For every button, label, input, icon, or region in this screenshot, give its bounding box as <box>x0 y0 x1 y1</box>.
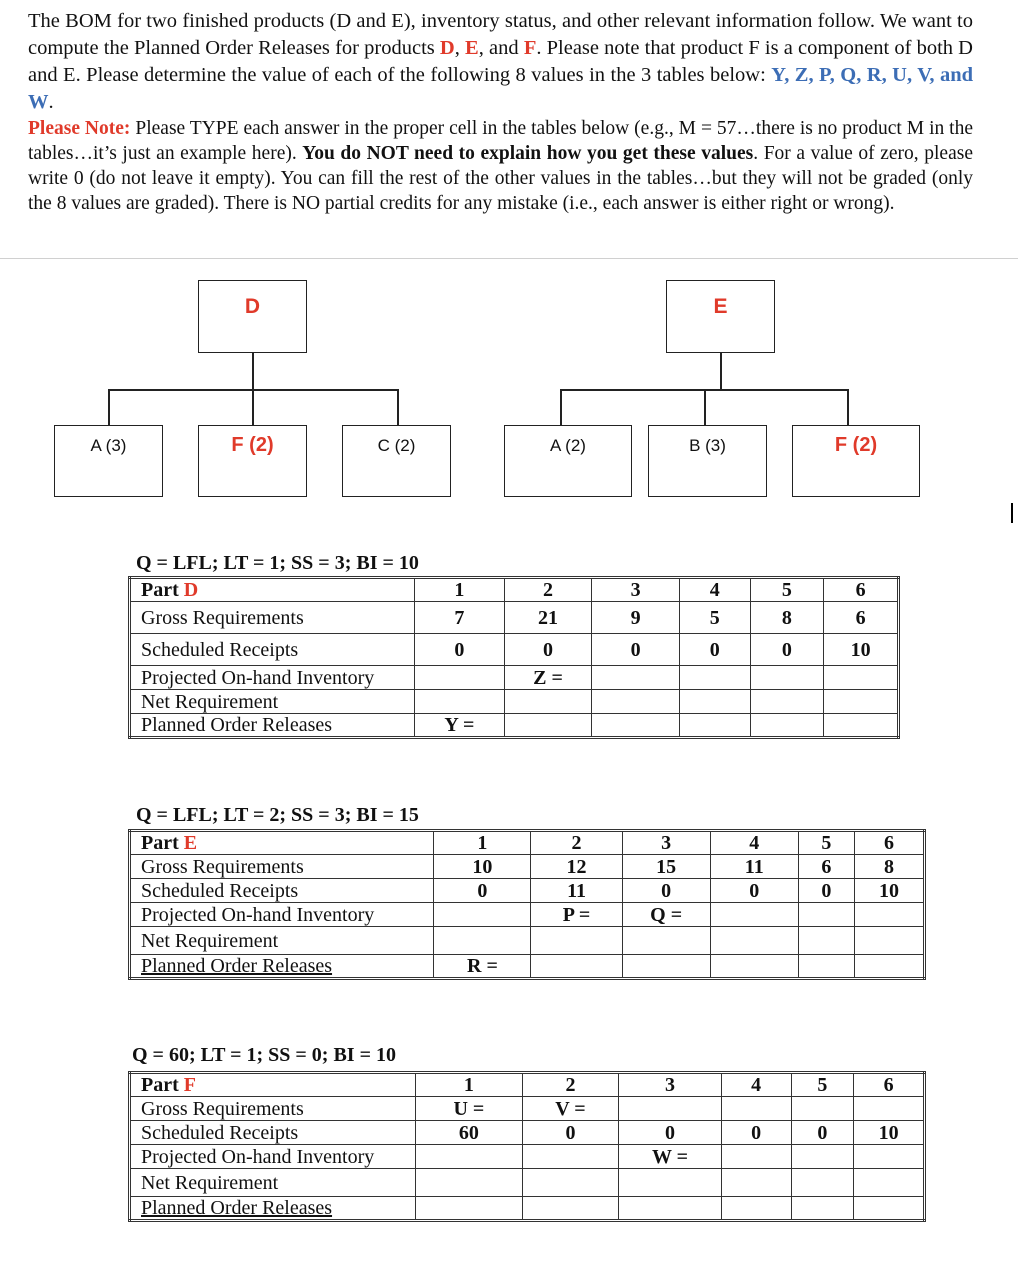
value-cell: 10 <box>824 634 899 666</box>
period-header: 2 <box>522 1073 619 1097</box>
value-cell[interactable] <box>415 666 505 690</box>
period-header: 6 <box>824 578 899 602</box>
table-row <box>130 714 899 738</box>
table-row <box>130 1121 925 1145</box>
value-cell[interactable] <box>854 955 924 979</box>
table-header-row <box>130 1073 925 1097</box>
value-cell: 5 <box>679 602 750 634</box>
period-header: 1 <box>415 578 505 602</box>
row-label: Net Requirement <box>130 927 434 955</box>
value-cell: 0 <box>592 634 680 666</box>
bom-d-child-f: F (2) <box>198 425 307 497</box>
bom-connector <box>397 389 399 425</box>
divider <box>0 258 1018 259</box>
answer-cell-v[interactable]: V = <box>522 1097 619 1121</box>
value-cell[interactable] <box>592 714 680 738</box>
value-cell[interactable] <box>522 1145 619 1169</box>
value-cell[interactable] <box>710 927 798 955</box>
bom-e-child-a: A (2) <box>504 425 632 497</box>
value-cell: 0 <box>415 634 505 666</box>
period-header: 6 <box>854 1073 925 1097</box>
part-name: F <box>183 1074 196 1096</box>
value-cell[interactable] <box>679 666 750 690</box>
value-cell[interactable] <box>824 690 899 714</box>
value-cell[interactable] <box>710 955 798 979</box>
row-label: Planned Order Releases <box>130 714 415 738</box>
value-cell: 11 <box>531 879 622 903</box>
value-cell: 7 <box>415 602 505 634</box>
period-header: 5 <box>791 1073 854 1097</box>
value-cell: 9 <box>592 602 680 634</box>
value-cell: 0 <box>750 634 824 666</box>
answer-cell-r[interactable]: R = <box>434 955 531 979</box>
row-label: Scheduled Receipts <box>130 634 415 666</box>
value-cell[interactable] <box>854 1145 925 1169</box>
row-label: Net Requirement <box>130 1169 416 1197</box>
part-name: E <box>183 832 198 854</box>
answer-variables: Y, Z, P, Q, R, U, V, and W <box>28 64 974 113</box>
instructions <box>28 8 973 216</box>
product-d-label: D <box>439 37 455 59</box>
value-cell: 0 <box>619 1121 722 1145</box>
value-cell[interactable] <box>679 714 750 738</box>
value-cell[interactable] <box>504 714 592 738</box>
bom-parent-e: E <box>666 280 775 353</box>
value-cell[interactable] <box>531 927 622 955</box>
period-header: 3 <box>619 1073 722 1097</box>
value-cell[interactable] <box>798 955 854 979</box>
table-row <box>130 955 925 979</box>
value-cell[interactable] <box>854 1097 925 1121</box>
row-label: Scheduled Receipts <box>130 1121 416 1145</box>
value-cell: 6 <box>824 602 899 634</box>
value-cell: 0 <box>522 1121 619 1145</box>
params-d: Q = LFL; LT = 1; SS = 3; BI = 10 <box>136 552 419 574</box>
part-cell: Part E <box>130 831 434 855</box>
bom-e-child-f: F (2) <box>792 425 920 497</box>
value-cell[interactable] <box>504 690 592 714</box>
period-header: 1 <box>434 831 531 855</box>
row-label: Projected On-hand Inventory <box>130 1145 416 1169</box>
table-row <box>130 855 925 879</box>
intro-text: . Please note that product F is a component of both D and E. Please determine the value of each of the following 8 values in the 3 tables below: <box>28 37 973 86</box>
value-cell[interactable] <box>721 1169 791 1197</box>
value-cell: 11 <box>710 855 798 879</box>
params-e: Q = LFL; LT = 2; SS = 3; BI = 15 <box>136 804 419 826</box>
value-cell: 21 <box>504 602 592 634</box>
value-cell: 0 <box>710 879 798 903</box>
answer-cell-y[interactable]: Y = <box>415 714 505 738</box>
bom-connector <box>847 389 849 425</box>
value-cell: 8 <box>750 602 824 634</box>
value-cell[interactable] <box>791 1169 854 1197</box>
value-cell: 10 <box>434 855 531 879</box>
table-header-row <box>130 831 925 855</box>
value-cell[interactable] <box>622 955 710 979</box>
intro-text: The BOM for two finished products (D and E), inventory status, and other relevant information follow. We want to compute the Planned Order Releases for products <box>28 10 973 59</box>
row-label: Projected On-hand Inventory <box>130 903 434 927</box>
value-cell[interactable] <box>434 927 531 955</box>
value-cell[interactable] <box>710 903 798 927</box>
table-row <box>130 927 925 955</box>
product-f-label: F <box>523 37 537 59</box>
bom-d-child-a: A (3) <box>54 425 163 497</box>
value-cell: 10 <box>854 879 924 903</box>
value-cell[interactable] <box>854 903 924 927</box>
mrp-table-d <box>128 576 900 739</box>
value-cell[interactable] <box>592 690 680 714</box>
value-cell[interactable] <box>619 1197 722 1221</box>
period-header: 4 <box>721 1073 791 1097</box>
period-header: 5 <box>798 831 854 855</box>
row-label: Scheduled Receipts <box>130 879 434 903</box>
value-cell: 0 <box>434 879 531 903</box>
value-cell[interactable] <box>750 690 824 714</box>
period-header: 1 <box>416 1073 523 1097</box>
period-header: 2 <box>504 578 592 602</box>
table-row <box>130 903 925 927</box>
value-cell[interactable] <box>854 1169 925 1197</box>
value-cell[interactable] <box>798 903 854 927</box>
note-label: Please Note: <box>28 118 131 139</box>
value-cell[interactable] <box>824 714 899 738</box>
value-cell: 12 <box>531 855 622 879</box>
value-cell[interactable] <box>622 927 710 955</box>
value-cell[interactable] <box>522 1197 619 1221</box>
note-text: . For a value of zero, please write 0 (do not leave it empty). You can fill the rest of the other values in the tables…but they will not be graded (only the 8 values are graded). There is NO partial credits for any mistake (i.e., each answer is either right or wrong). <box>28 143 973 214</box>
mrp-table-e <box>128 829 926 980</box>
value-cell[interactable] <box>791 1197 854 1221</box>
value-cell: 0 <box>504 634 592 666</box>
value-cell: 10 <box>854 1121 925 1145</box>
product-e-label: E <box>465 37 479 59</box>
intro-text: , <box>454 37 466 59</box>
bom-connector <box>720 353 722 390</box>
table-row <box>130 690 899 714</box>
bom-d-child-c: C (2) <box>342 425 451 497</box>
table-row <box>130 602 899 634</box>
value-cell[interactable] <box>854 1197 925 1221</box>
table-row <box>130 1097 925 1121</box>
period-header: 3 <box>622 831 710 855</box>
value-cell[interactable] <box>619 1169 722 1197</box>
answer-cell-z[interactable]: Z = <box>504 666 592 690</box>
table-row <box>130 1169 925 1197</box>
value-cell[interactable] <box>721 1145 791 1169</box>
part-cell: Part F <box>130 1073 416 1097</box>
row-label: Gross Requirements <box>130 855 434 879</box>
answer-cell-u[interactable]: U = <box>416 1097 523 1121</box>
value-cell[interactable] <box>679 690 750 714</box>
value-cell[interactable] <box>416 1145 523 1169</box>
row-label: Projected On-hand Inventory <box>130 666 415 690</box>
table-row <box>130 666 899 690</box>
value-cell[interactable] <box>854 927 924 955</box>
table-row <box>130 1197 925 1221</box>
row-label: Planned Order Releases <box>130 1197 416 1221</box>
value-cell: 0 <box>798 879 854 903</box>
note-bold-text: You do NOT need to explain how you get these values <box>302 143 754 164</box>
value-cell: 15 <box>622 855 710 879</box>
answer-cell-p[interactable]: P = <box>531 903 622 927</box>
note-paragraph <box>28 116 973 216</box>
value-cell[interactable] <box>721 1197 791 1221</box>
text-cursor <box>1011 503 1013 523</box>
value-cell: 60 <box>416 1121 523 1145</box>
period-header: 4 <box>710 831 798 855</box>
intro-text: . <box>48 91 54 113</box>
value-cell[interactable] <box>522 1169 619 1197</box>
value-cell[interactable] <box>791 1145 854 1169</box>
bom-connector <box>108 389 110 425</box>
value-cell[interactable] <box>721 1097 791 1121</box>
row-label: Planned Order Releases <box>130 955 434 979</box>
bom-connector <box>252 353 254 390</box>
value-cell[interactable] <box>750 666 824 690</box>
table-row <box>130 634 899 666</box>
period-header: 2 <box>531 831 622 855</box>
answer-cell-q[interactable]: Q = <box>622 903 710 927</box>
bom-connector <box>252 389 254 425</box>
mrp-table-f <box>128 1071 926 1222</box>
part-cell: Part D <box>130 578 415 602</box>
period-header: 3 <box>592 578 680 602</box>
table-header-row <box>130 578 899 602</box>
bom-connector <box>704 389 706 425</box>
intro-text: , and <box>478 37 524 59</box>
intro-paragraph <box>28 8 973 116</box>
value-cell: 8 <box>854 855 924 879</box>
row-label: Gross Requirements <box>130 1097 416 1121</box>
value-cell[interactable] <box>750 714 824 738</box>
period-header: 5 <box>750 578 824 602</box>
value-cell: 0 <box>679 634 750 666</box>
row-label: Gross Requirements <box>130 602 415 634</box>
bom-e-child-b: B (3) <box>648 425 767 497</box>
row-label: Net Requirement <box>130 690 415 714</box>
value-cell[interactable] <box>791 1097 854 1121</box>
value-cell: 0 <box>791 1121 854 1145</box>
part-name: D <box>183 579 199 601</box>
table-row <box>130 879 925 903</box>
answer-cell-w[interactable]: W = <box>619 1145 722 1169</box>
value-cell[interactable] <box>416 1169 523 1197</box>
value-cell[interactable] <box>824 666 899 690</box>
period-header: 6 <box>854 831 924 855</box>
value-cell[interactable] <box>592 666 680 690</box>
value-cell[interactable] <box>531 955 622 979</box>
params-f: Q = 60; LT = 1; SS = 0; BI = 10 <box>132 1044 396 1066</box>
value-cell[interactable] <box>434 903 531 927</box>
value-cell[interactable] <box>798 927 854 955</box>
value-cell: 6 <box>798 855 854 879</box>
note-text: Please TYPE each answer in the proper cell in the tables below (e.g., M = 57…there is no product M in the tables…it’s just an example here). <box>28 118 974 164</box>
bom-parent-d: D <box>198 280 307 353</box>
value-cell: 0 <box>721 1121 791 1145</box>
period-header: 4 <box>679 578 750 602</box>
value-cell: 0 <box>622 879 710 903</box>
table-row <box>130 1145 925 1169</box>
value-cell[interactable] <box>416 1197 523 1221</box>
bom-connector <box>560 389 562 425</box>
value-cell[interactable] <box>415 690 505 714</box>
value-cell[interactable] <box>619 1097 722 1121</box>
